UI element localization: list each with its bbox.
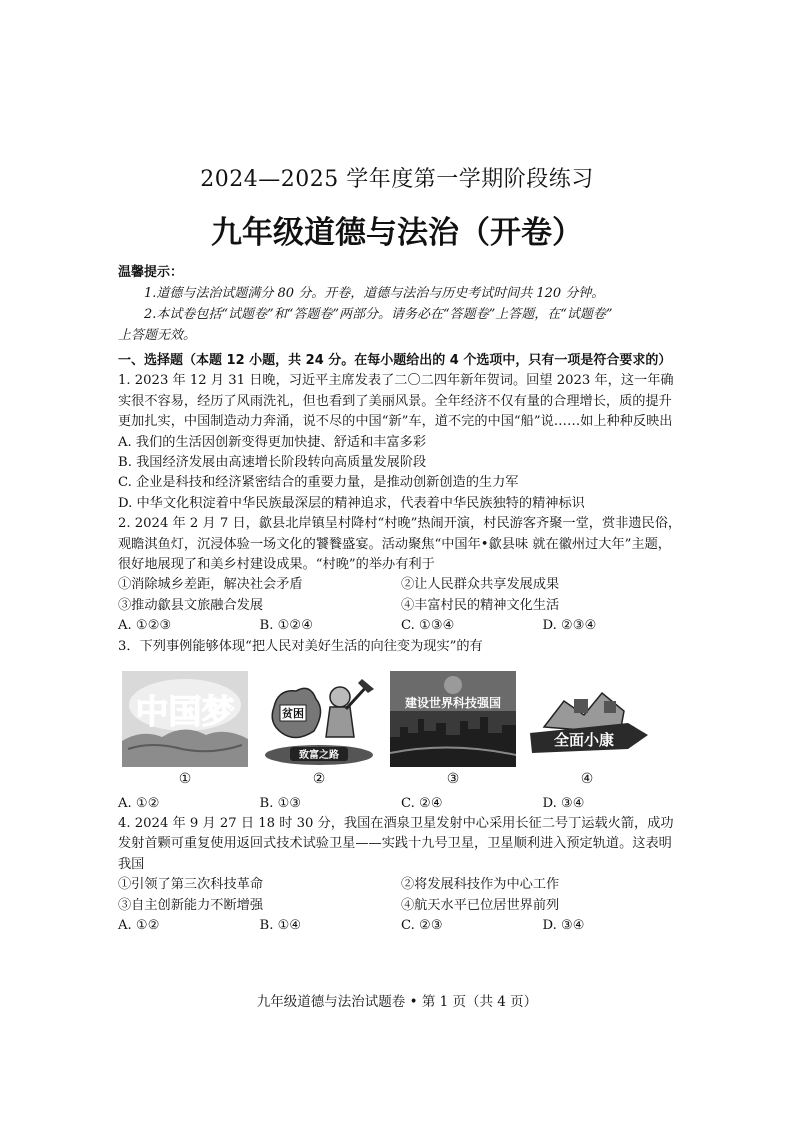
china-dream-image [122, 671, 248, 767]
statement-2: ②让人民群众共享发展成果 [401, 577, 560, 593]
option-d: D. 中华文化积淀着中华民族最深层的精神追求，代表着中华民族独特的精神标识 [118, 495, 585, 511]
option-a: A. ①②③ [118, 618, 172, 634]
option-c: C. ②④ [401, 795, 443, 811]
moderate-prosperity-image [524, 671, 650, 767]
statement-1: ①消除城乡差距，解决社会矛盾 [118, 577, 303, 593]
poverty-tag: 贫困 [282, 707, 304, 721]
option-b: B. ①④ [259, 917, 302, 933]
statement-4: ④航天水平已位居世界前列 [401, 897, 560, 913]
question-stem: 4. 2024 年 9 月 27 日 18 时 30 分，我国在酒泉卫星发射中心采用长征二号丁运载火箭，成功发射首颗可重复使用返回式技术试验卫星——实践十九号卫星，卫星顺利进入预定轨道。这表明我国 [118, 815, 674, 872]
picture-2 [256, 671, 382, 789]
section-title: 一、选择题（本题 12 小题，共 24 分。在每小题给出的 4 个选项中，只有一项是符合要求的） [118, 353, 672, 368]
option-b: B. ①③ [259, 795, 302, 811]
questions-body [118, 351, 684, 936]
answer-options [118, 794, 684, 814]
statement-4: ④丰富村民的精神文化生活 [401, 597, 560, 613]
option-d: D. ③④ [542, 795, 585, 811]
option-c: C. ①③④ [401, 618, 455, 634]
china-dream-text: 中国梦 [135, 692, 235, 732]
option-a: A. ①② [118, 917, 160, 933]
answer-options [118, 616, 684, 636]
question-stem: 1. 2023 年 12 月 31 日晚，习近平主席发表了二〇二四年新年贺词。回望 2023 年，这一年确实很不容易，经历了风雨洗礼，但也看到了美丽风景。全年经济不仅有量的合理增长，质的提升更加扎实，中国制造动力奔涌，说不尽的中国“新”车，道不完的中国“船”说……如上种种反映出 [118, 373, 674, 430]
option-a: A. ①② [118, 795, 160, 811]
picture-1 [122, 671, 248, 789]
question-1 [118, 371, 684, 514]
tech-power-text: 建设世界科技强国 [404, 696, 502, 711]
statement-3: ③自主创新能力不断增强 [118, 897, 264, 913]
tips-heading: 温馨提示： [118, 265, 184, 280]
poverty-caption: 致富之路 [299, 750, 339, 762]
option-d: D. ②③④ [542, 618, 597, 634]
picture-number: ② [312, 771, 326, 788]
question-stem: 3．下列事例能够体现“把人民对美好生活的向往变为现实”的有 [118, 638, 483, 654]
moderate-prosperity-text: 全面小康 [553, 731, 615, 750]
exam-subtitle: 九年级道德与法治（开卷） [211, 215, 583, 251]
answer-options [118, 916, 684, 936]
question-4 [118, 814, 684, 936]
question-3 [118, 637, 684, 814]
question-2 [118, 514, 684, 636]
picture-3 [390, 671, 516, 789]
tips-line-2: 2.本试卷包括“试题卷”和“答题卷”两部分。请务必在“答题卷”上答题，在“试题卷” [144, 307, 613, 322]
poverty-cartoon-image [256, 671, 382, 767]
tips-line-1: 1.道德与法治试题满分 80 分。开卷，道德与法治与历史考试时间共 120 分钟。 [144, 286, 605, 301]
picture-number: ① [178, 771, 192, 788]
picture-number: ③ [446, 771, 460, 788]
option-b: B. 我国经济发展由高速增长阶段转向高质量发展阶段 [118, 455, 427, 471]
option-a: A. 我们的生活因创新变得更加快捷、舒适和丰富多彩 [118, 434, 427, 450]
statement-row [118, 596, 684, 616]
statement-3: ③推动歙县文旅融合发展 [118, 597, 264, 613]
statement-2: ②将发展科技作为中心工作 [401, 877, 560, 893]
page-footer: 九年级道德与法治试题卷 • 第 1 页（共 4 页） [256, 994, 538, 1010]
option-c: C. ②③ [401, 917, 443, 933]
option-d: D. ③④ [542, 917, 585, 933]
option-c: C. 企业是科技和经济紧密结合的重要力量，是推动创新创造的生力军 [118, 475, 519, 491]
picture-row [122, 671, 650, 789]
statement-row [118, 575, 684, 595]
statement-row [118, 896, 684, 916]
question-stem: 2. 2024 年 2 月 7 日，歙县北岸镇呈村降村“村晚”热闹开演，村民游客齐聚一堂，赏非遗民俗，观瞻淇鱼灯，沉浸体验一场文化的饕餮盛宴。活动聚焦“中国年•歙县味 就在徽州过大年”主题，很好地展现了和美乡村建设成果。“村晚”的举办有利于 [118, 516, 682, 573]
option-b: B. ①②④ [259, 618, 314, 634]
tech-power-image [390, 671, 516, 767]
tips-line-3: 上答题无效。 [118, 328, 197, 343]
statement-1: ①引领了第三次科技革命 [118, 877, 264, 893]
picture-number: ④ [580, 771, 594, 788]
picture-4 [524, 671, 650, 789]
tips-block [118, 262, 678, 346]
statement-row [118, 875, 684, 895]
exam-title: 2024—2025 学年度第一学期阶段练习 [200, 167, 594, 192]
